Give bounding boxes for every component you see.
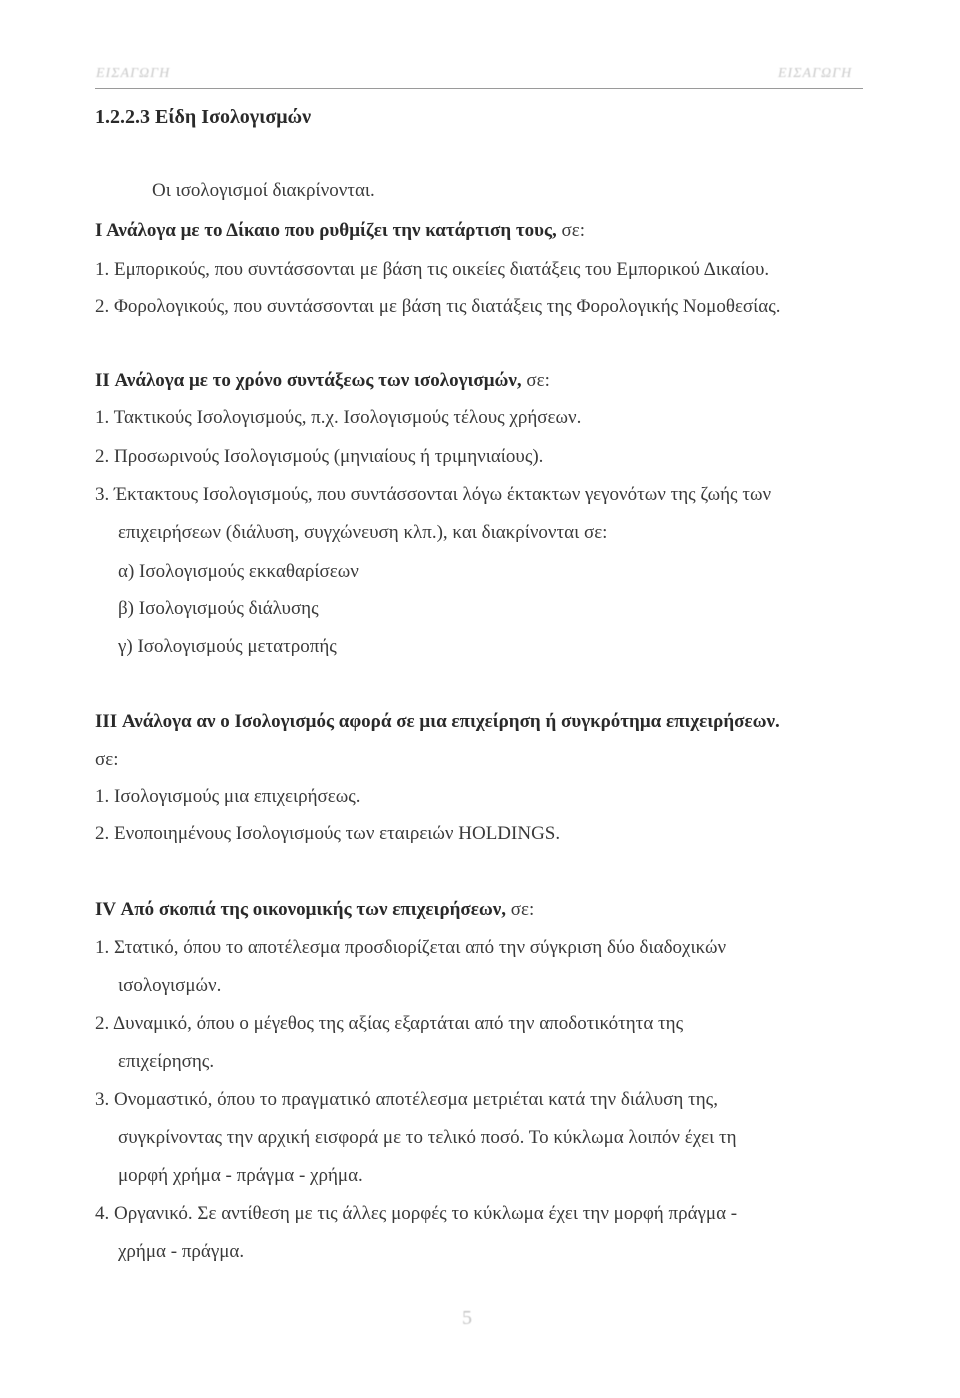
running-header-right: ΕΙΣΑΓΩΓΗ [778, 66, 853, 81]
group-4-heading-tail: σε: [505, 899, 535, 920]
group-4-item-2: 2. Δυναμικό, όπου ο μέγεθος της αξίας εξαρτάται από την αποδοτικότητα της [95, 1013, 684, 1034]
group-4-item-3-cont-2: μορφή χρήμα - πράγμα - χρήμα. [118, 1165, 363, 1186]
group-3-item-2: 2. Ενοποιημένους Ισολογισμούς των εταιρειών HOLDINGS. [95, 823, 561, 844]
section-title: 1.2.2.3 Είδη Ισολογισμών [95, 106, 312, 128]
group-2-subitem-b: β) Ισολογισμούς διάλυσης [118, 598, 319, 619]
group-3-item-1: 1. Ισολογισμούς μια επιχειρήσεως. [95, 786, 361, 807]
group-4-item-4: 4. Οργανικό. Σε αντίθεση με τις άλλες μορφές το κύκλωμα έχει την μορφή πράγμα - [95, 1203, 738, 1224]
group-4-heading [95, 899, 534, 921]
group-2-item-3-cont: επιχειρήσεων (διάλυση, συγχώνευση κλπ.), και διακρίνονται σε: [118, 522, 608, 543]
group-2-subitem-a: α) Ισολογισμούς εκκαθαρίσεων [118, 561, 359, 582]
group-4-item-3-cont-1: συγκρίνοντας την αρχική εισφορά με το τελικό ποσό. Το κύκλωμα λοιπόν έχει τη [118, 1127, 737, 1148]
group-1-heading [95, 220, 585, 242]
group-1-item-1: 1. Εμπορικούς, που συντάσσονται με βάση τις οικείες διατάξεις του Εμπορικού Δικαίου. [95, 259, 770, 280]
group-2-item-2: 2. Προσωρινούς Ισολογισμούς (μηνιαίους ή τριμηνιαίους). [95, 446, 544, 467]
group-2-item-3: 3. Έκτακτους Ισολογισμούς, που συντάσσονται λόγω έκτακτων γεγονότων της ζωής των [95, 484, 772, 505]
group-2-heading [95, 370, 550, 392]
group-4-item-1-cont: ισολογισμών. [118, 975, 222, 996]
group-3-heading-tail: σε: [95, 749, 119, 770]
group-3-heading: III Ανάλογα αν ο Ισολογισμός αφορά σε μια επιχείρηση ή συγκρότημα επιχειρήσεων. [95, 711, 780, 732]
header-divider [95, 88, 863, 89]
group-2-item-1: 1. Τακτικούς Ισολογισμούς, π.χ. Ισολογισμούς τέλους χρήσεων. [95, 407, 582, 428]
group-2-subitem-c: γ) Ισολογισμούς μετατροπής [118, 636, 337, 657]
running-header-left: ΕΙΣΑΓΩΓΗ [96, 66, 171, 81]
group-1-item-2: 2. Φορολογικούς, που συντάσσονται με βάση τις διατάξεις της Φορολογικής Νομοθεσίας. [95, 296, 781, 317]
section-intro: Οι ισολογισμοί διακρίνονται. [152, 180, 375, 201]
group-4-item-1: 1. Στατικό, όπου το αποτέλεσμα προσδιορίζεται από την σύγκριση δύο διαδοχικών [95, 937, 727, 958]
group-4-item-4-cont: χρήμα - πράγμα. [118, 1241, 245, 1262]
group-2-heading-tail: σε: [521, 370, 550, 391]
group-2-heading-bold: II Ανάλογα με το χρόνο συντάξεως των ισολογισμών, [95, 370, 522, 391]
group-1-heading-tail: σε: [556, 220, 586, 241]
group-4-item-3: 3. Ονομαστικό, όπου το πραγματικό αποτέλεσμα μετριέται κατά την διάλυση της, [95, 1089, 718, 1110]
group-1-heading-bold: Ι Ανάλογα με το Δίκαιο που ρυθμίζει την κατάρτιση τους, [95, 220, 557, 241]
page-number: 5 [462, 1307, 472, 1329]
group-4-heading-bold: IV Από σκοπιά της οικονομικής των επιχειρήσεων, [95, 899, 506, 920]
group-4-item-2-cont: επιχείρησης. [118, 1051, 215, 1072]
